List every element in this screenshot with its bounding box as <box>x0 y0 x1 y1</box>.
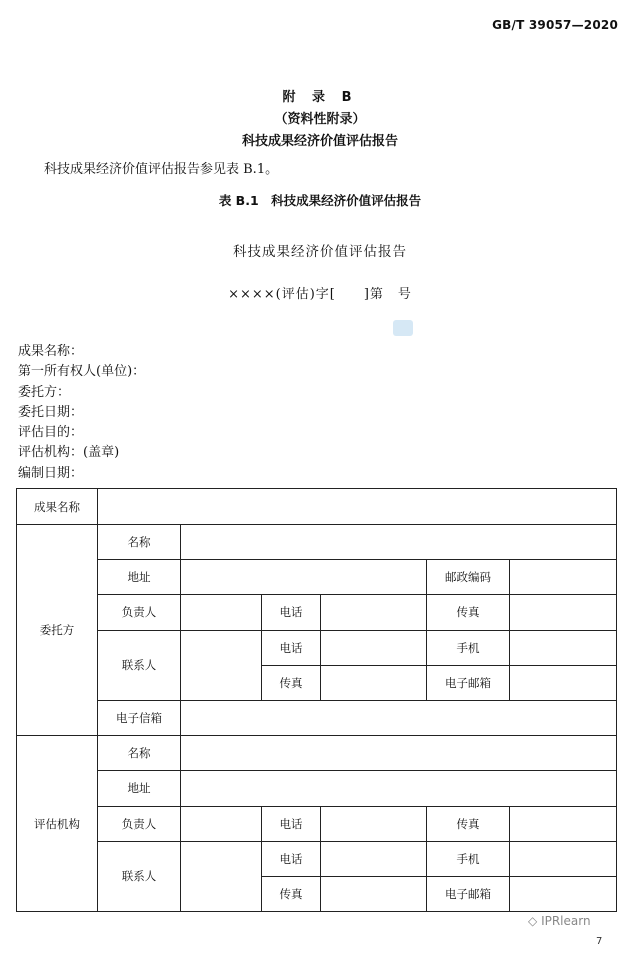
table-row <box>17 806 617 841</box>
table-caption: 表 B.1 科技成果经济价值评估报告 <box>218 193 422 208</box>
cover-fields <box>18 342 145 484</box>
agency-pic-phone-label: 电话 <box>262 806 321 841</box>
chat-bubble-icon: ◇ <box>528 914 538 928</box>
table-row <box>17 841 617 876</box>
client-contact-email-value <box>510 665 617 700</box>
table-row <box>17 560 617 595</box>
agency-name-value <box>181 736 617 771</box>
client-contact-value <box>181 630 262 700</box>
client-contact-phone-value <box>321 630 427 665</box>
agency-group-label: 评估机构 <box>17 736 98 912</box>
agency-contact-mobile-value <box>510 841 617 876</box>
table-row <box>17 630 617 665</box>
agency-address-label: 地址 <box>98 771 181 806</box>
field-first-owner: 第一所有权人(单位)： <box>18 364 146 380</box>
appendix-type: （资料性附录） <box>274 112 366 127</box>
client-pic-phone-label: 电话 <box>262 595 321 630</box>
report-title: 科技成果经济价值评估报告 <box>233 244 407 260</box>
field-commission-date: 委托日期： <box>18 404 84 420</box>
report-table <box>16 488 617 912</box>
client-group-label: 委托方 <box>17 525 98 736</box>
client-contact-phone-label: 电话 <box>262 630 321 665</box>
watermark-text: IPRlearn <box>541 914 591 928</box>
report-number-line: ××××(评估)字[ ]第 号 <box>228 287 412 302</box>
table-row <box>17 595 617 630</box>
client-pic-fax-label: 传真 <box>427 595 510 630</box>
agency-contact-phone-value <box>321 841 427 876</box>
client-contact-email-label: 电子邮箱 <box>427 665 510 700</box>
table-row <box>17 700 617 735</box>
field-compile-date: 编制日期： <box>18 465 84 481</box>
agency-contact-fax-value <box>321 876 427 911</box>
client-postcode-label: 邮政编码 <box>427 560 510 595</box>
appendix-title: 科技成果经济价值评估报告 <box>241 134 398 149</box>
achievement-name-label: 成果名称 <box>17 489 98 525</box>
agency-pic-fax-label: 传真 <box>427 806 510 841</box>
agency-contact-phone-label: 电话 <box>262 841 321 876</box>
client-e-mailbox-value <box>181 700 617 735</box>
agency-contact-email-value <box>510 876 617 911</box>
standard-code: GB/T 39057—2020 <box>492 18 618 32</box>
agency-pic-fax-value <box>510 806 617 841</box>
table-row <box>17 489 617 525</box>
agency-address-value <box>181 771 617 806</box>
table-row <box>17 771 617 806</box>
watermark-logo <box>393 320 413 336</box>
agency-person-in-charge-label: 负责人 <box>98 806 181 841</box>
field-achievement-name: 成果名称： <box>18 344 84 359</box>
intro-text: 科技成果经济价值评估报告参见表 B.1。 <box>44 162 279 177</box>
field-client: 委托方： <box>18 384 71 400</box>
agency-contact-mobile-label: 手机 <box>427 841 510 876</box>
client-contact-fax-value <box>321 665 427 700</box>
client-pic-fax-value <box>510 595 617 630</box>
table-row <box>17 736 617 771</box>
client-contact-mobile-label: 手机 <box>427 630 510 665</box>
client-postcode-value <box>510 560 617 595</box>
table-row <box>17 525 617 560</box>
client-contact-mobile-value <box>510 630 617 665</box>
field-agency: 评估机构：(盖章) <box>18 445 120 461</box>
client-contact-fax-label: 传真 <box>262 665 321 700</box>
client-name-value <box>181 525 617 560</box>
client-name-label: 名称 <box>98 525 181 560</box>
appendix-label: 附 录 B <box>282 90 358 105</box>
client-person-in-charge-label: 负责人 <box>98 595 181 630</box>
agency-contact-label: 联系人 <box>98 841 181 911</box>
client-address-value <box>181 560 427 595</box>
page-number: 7 <box>596 936 603 947</box>
agency-contact-fax-label: 传真 <box>262 876 321 911</box>
agency-person-in-charge-value <box>181 806 262 841</box>
agency-contact-value <box>181 841 262 911</box>
achievement-name-value <box>98 489 617 525</box>
agency-name-label: 名称 <box>98 736 181 771</box>
client-address-label: 地址 <box>98 560 181 595</box>
client-contact-label: 联系人 <box>98 630 181 700</box>
agency-contact-email-label: 电子邮箱 <box>427 876 510 911</box>
agency-pic-phone-value <box>321 806 427 841</box>
client-e-mailbox-label: 电子信箱 <box>98 700 181 735</box>
client-pic-phone-value <box>321 595 427 630</box>
client-person-in-charge-value <box>181 595 262 630</box>
field-purpose: 评估目的： <box>18 425 84 441</box>
watermark <box>528 914 591 928</box>
